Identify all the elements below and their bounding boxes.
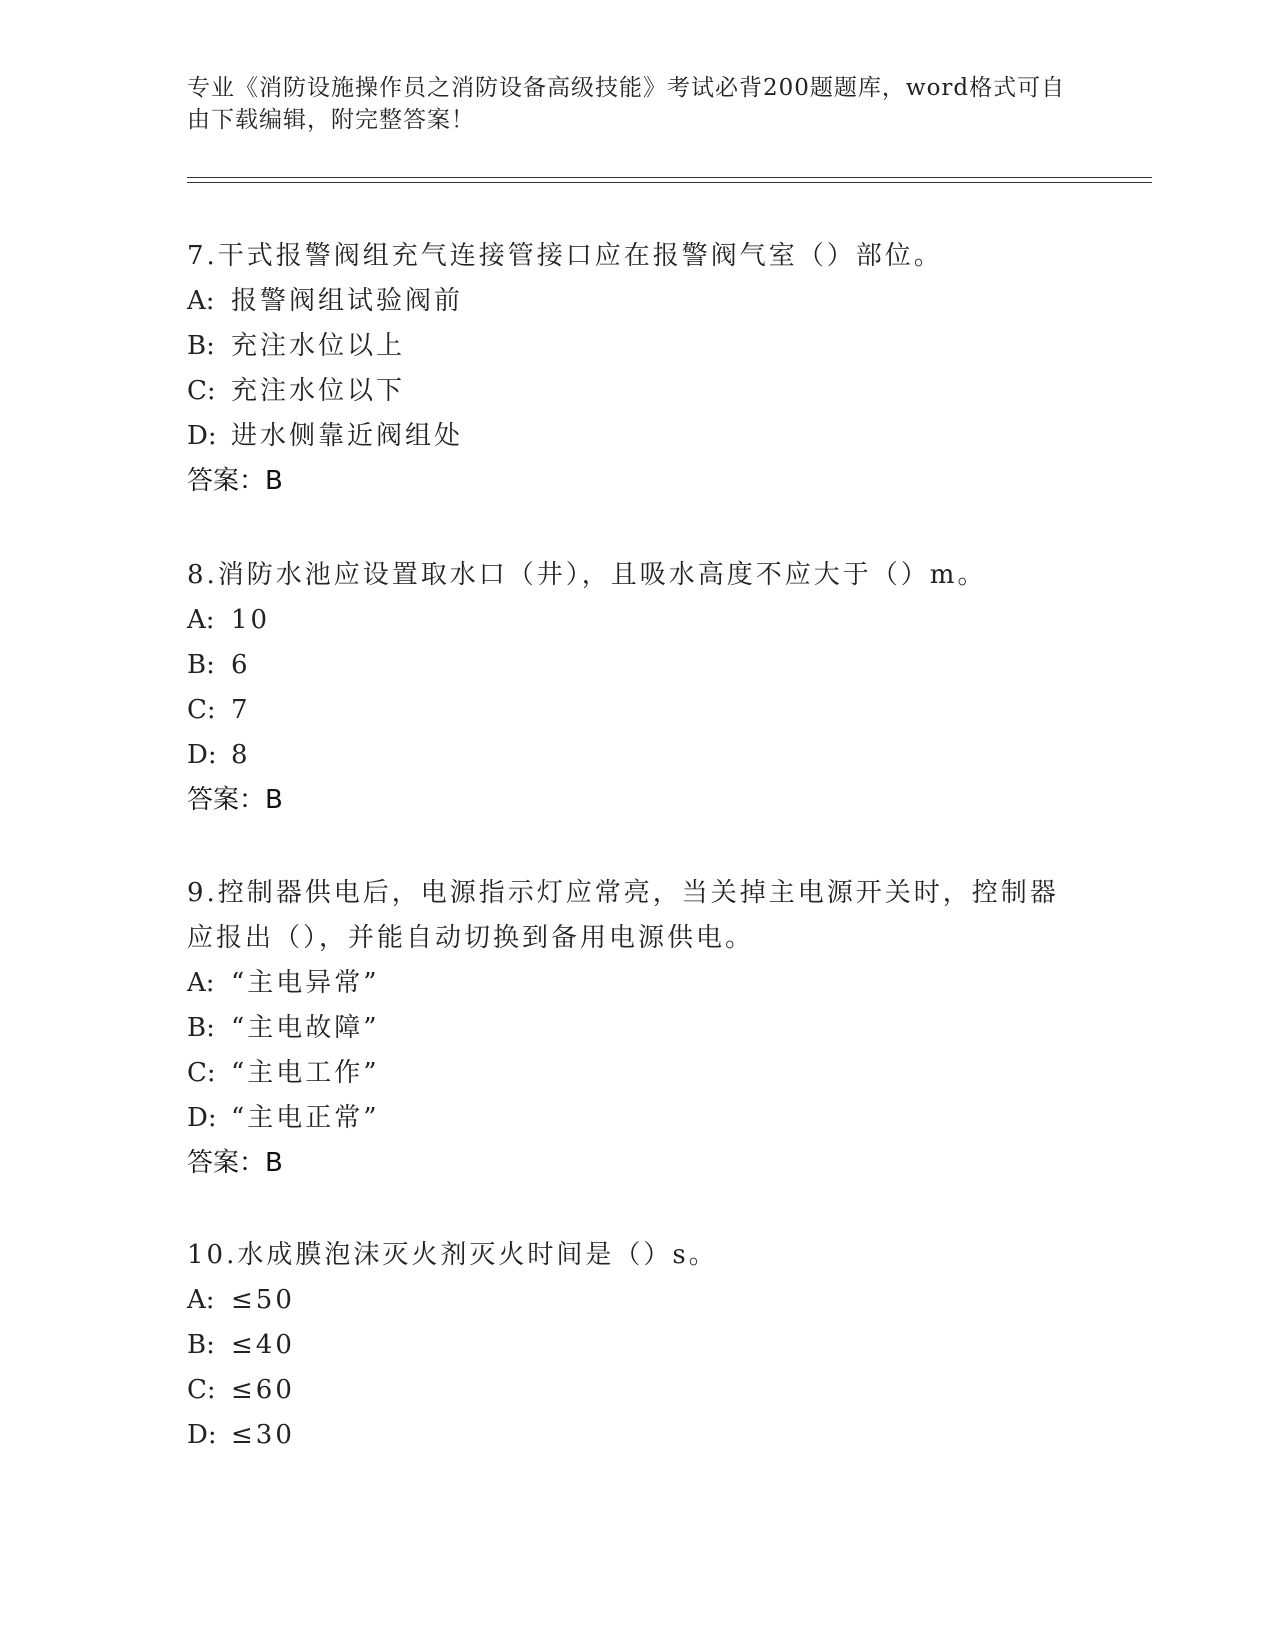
option-text: “主电工作” (231, 1058, 380, 1088)
option-text: 7 (231, 695, 251, 725)
option-text: “主电正常” (231, 1103, 380, 1133)
answer-line: 答案：B (187, 785, 283, 815)
option-a (187, 1278, 1087, 1323)
option-key: C: (187, 695, 216, 725)
option-key: D: (187, 1103, 217, 1133)
option-d (187, 1096, 1087, 1141)
option-key: C: (187, 1375, 216, 1405)
option-text: “主电故障” (231, 1013, 380, 1043)
option-text: 报警阀组试验阀前 (231, 286, 464, 316)
option-key: B: (187, 1013, 215, 1043)
option-d (187, 733, 1087, 778)
option-key: A: (187, 1285, 215, 1315)
question-10 (187, 1233, 1087, 1458)
option-text: 充注水位以上 (231, 331, 406, 361)
option-text: “主电异常” (231, 968, 380, 998)
option-a (187, 961, 1087, 1006)
option-a (187, 598, 1087, 643)
option-text: ≤30 (231, 1420, 295, 1450)
option-b (187, 1323, 1087, 1368)
option-key: B: (187, 650, 215, 680)
option-b (187, 643, 1087, 688)
question-stem: 8.消防水池应设置取水口（井），且吸水高度不应大于（）m。 (187, 560, 987, 590)
option-b (187, 324, 1087, 369)
option-d (187, 1413, 1087, 1458)
question-stem: 10.水成膜泡沫灭火剂灭火时间是（）s。 (187, 1240, 718, 1270)
option-key: C: (187, 1058, 216, 1088)
question-stem: 7.干式报警阀组充气连接管接口应在报警阀气室（）部位。 (187, 241, 943, 271)
option-b (187, 1006, 1087, 1051)
document-header: 专业《消防设施操作员之消防设备高级技能》考试必背200题题库，word格式可自由下载编辑，附完整答案！ (187, 75, 1066, 133)
header-divider-top (187, 177, 1152, 178)
answer-line: 答案：B (187, 466, 283, 496)
option-text: 充注水位以下 (231, 376, 406, 406)
question-8 (187, 553, 1087, 823)
option-c (187, 369, 1087, 414)
option-d (187, 414, 1087, 459)
option-key: B: (187, 331, 215, 361)
option-key: A: (187, 286, 215, 316)
option-a (187, 279, 1087, 324)
option-key: C: (187, 376, 216, 406)
option-text: ≤50 (231, 1285, 295, 1315)
option-text: 8 (231, 740, 251, 770)
option-text: ≤60 (231, 1375, 295, 1405)
question-7 (187, 234, 1087, 504)
option-c (187, 1368, 1087, 1413)
option-key: A: (187, 605, 215, 635)
answer-line: 答案：B (187, 1148, 283, 1178)
header-divider-bottom (187, 182, 1152, 183)
option-key: A: (187, 968, 215, 998)
option-key: D: (187, 1420, 217, 1450)
option-c (187, 1051, 1087, 1096)
question-stem: 9.控制器供电后，电源指示灯应常亮，当关掉主电源开关时，控制器应报出（），并能自动切换到备用电源供电。 (187, 878, 1059, 953)
option-text: 10 (231, 605, 271, 635)
option-text: ≤40 (231, 1330, 295, 1360)
option-key: B: (187, 1330, 215, 1360)
option-text: 进水侧靠近阀组处 (231, 421, 464, 451)
question-9 (187, 871, 1087, 1186)
option-key: D: (187, 421, 217, 451)
option-key: D: (187, 740, 217, 770)
option-c (187, 688, 1087, 733)
option-text: 6 (231, 650, 251, 680)
